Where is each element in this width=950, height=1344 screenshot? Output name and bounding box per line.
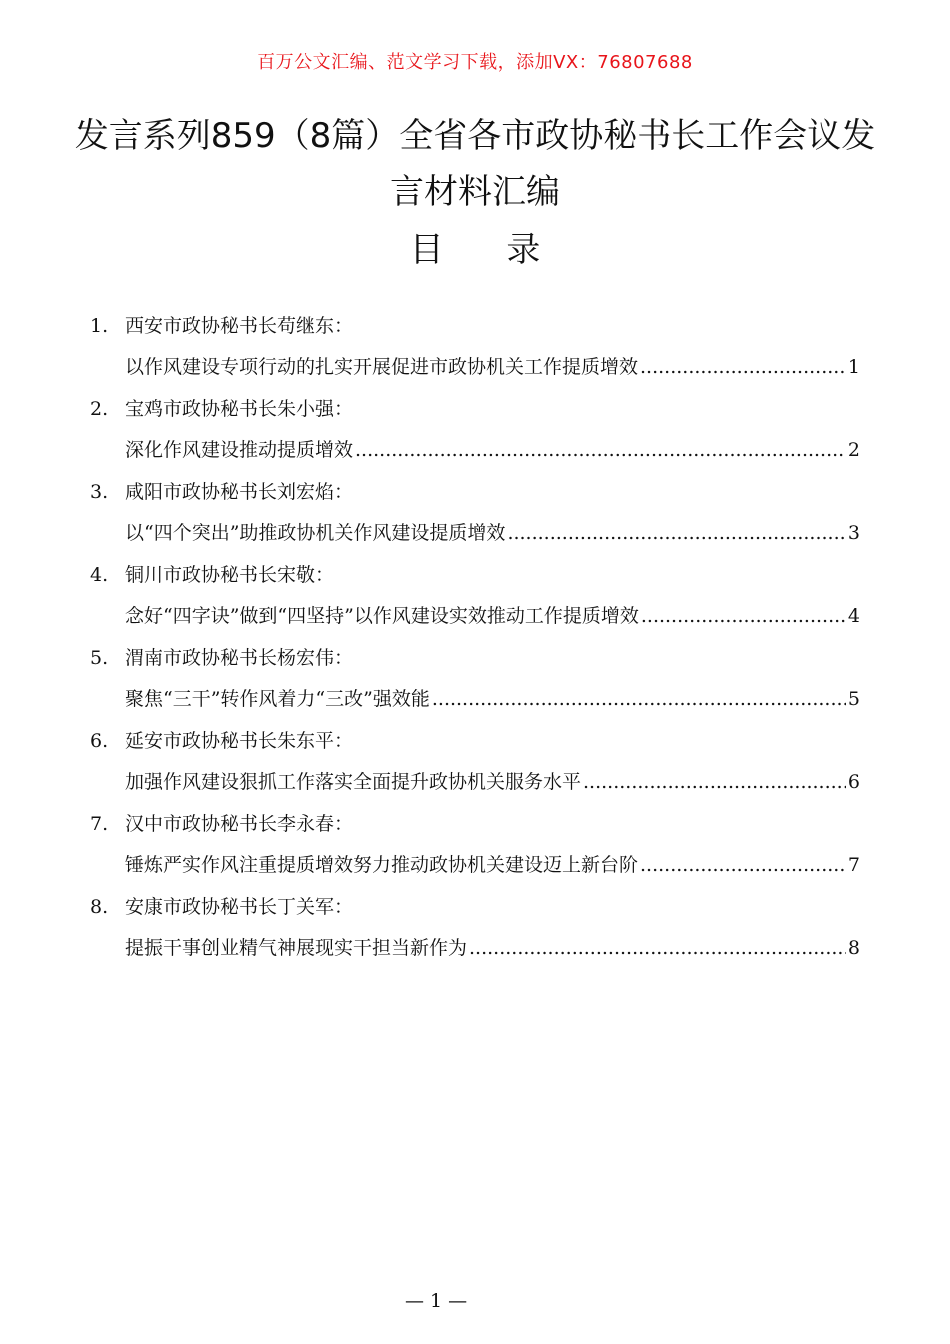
toc-entry[interactable] [90, 389, 860, 472]
toc-entry[interactable] [90, 804, 860, 887]
toc-speaker-line [90, 638, 860, 679]
toc-speaker-line [90, 804, 860, 845]
toc-title-line[interactable] [125, 430, 860, 471]
toc-entry-number: 6. [90, 730, 109, 752]
toc-title[interactable]: 以“四个突出”助推政协机关作风建设提质增效 [125, 522, 506, 544]
toc-title-line[interactable] [125, 762, 860, 803]
toc-page-number[interactable]: 4 [847, 605, 860, 627]
toc-title[interactable]: 念好“四字诀”做到“四坚持”以作风建设实效推动工作提质增效 [125, 605, 639, 627]
toc-entry-number: 5. [90, 647, 109, 669]
document-title: 发言系列859（8篇）全省各市政协秘书长工作会议发言材料汇编 [74, 116, 876, 212]
toc-speaker-line [90, 306, 860, 347]
toc-title-line[interactable] [125, 347, 860, 388]
toc-speaker: 宝鸡市政协秘书长朱小强： [125, 398, 354, 420]
toc-dot-leader [640, 845, 846, 886]
toc-page-number[interactable]: 2 [847, 439, 860, 461]
toc-title-line[interactable] [125, 845, 860, 886]
toc-page-number[interactable]: 6 [847, 771, 860, 793]
toc-entry-number: 1. [90, 315, 109, 337]
toc-speaker: 汉中市政协秘书长李永春： [125, 813, 354, 835]
toc-dot-leader [469, 928, 846, 969]
toc-entry-number: 8. [90, 896, 109, 918]
toc-dot-leader [432, 679, 846, 720]
toc-title[interactable]: 提振干事创业精气神展现实干担当新作为 [125, 937, 468, 959]
toc-entry[interactable] [90, 472, 860, 555]
toc-title-line[interactable] [125, 596, 860, 637]
toc-entry-number: 7. [90, 813, 109, 835]
toc-title[interactable]: 聚焦“三干”转作风着力“三改”强效能 [125, 688, 430, 710]
toc-speaker: 咸阳市政协秘书长刘宏焰： [125, 481, 354, 503]
toc-speaker: 安康市政协秘书长丁关军： [125, 896, 354, 918]
toc-speaker-line [90, 389, 860, 430]
toc-entry-number: 3. [90, 481, 109, 503]
toc-entry[interactable] [90, 721, 860, 804]
toc-heading: 目 录 [409, 230, 567, 270]
toc-title-line[interactable] [125, 513, 860, 554]
toc-dot-leader [507, 513, 845, 554]
toc-title-line[interactable] [125, 928, 860, 969]
toc-entry-number: 2. [90, 398, 109, 420]
header-watermark-note: 百万公文汇编、范文学习下载，添加VX：76807688 [257, 52, 693, 73]
toc-dot-leader [641, 596, 846, 637]
toc-entry[interactable] [90, 887, 860, 970]
toc-page-number[interactable]: 1 [847, 356, 860, 378]
toc-speaker: 铜川市政协秘书长宋敬： [125, 564, 335, 586]
toc-title[interactable]: 加强作风建设狠抓工作落实全面提升政协机关服务水平 [125, 771, 582, 793]
page-footer-number: — 1 — [405, 1290, 468, 1312]
toc-dot-leader [583, 762, 846, 803]
toc-page-number[interactable]: 3 [847, 522, 860, 544]
toc-list [90, 306, 860, 970]
toc-entry[interactable] [90, 555, 860, 638]
toc-page-number[interactable]: 8 [847, 937, 860, 959]
toc-entry[interactable] [90, 306, 860, 389]
toc-entry-number: 4. [90, 564, 109, 586]
toc-dot-leader [355, 430, 846, 471]
toc-title-line[interactable] [125, 679, 860, 720]
toc-page-number[interactable]: 5 [847, 688, 860, 710]
toc-speaker: 渭南市政协秘书长杨宏伟： [125, 647, 354, 669]
toc-dot-leader [640, 347, 846, 388]
toc-speaker: 西安市政协秘书长苟继东： [125, 315, 354, 337]
toc-entry[interactable] [90, 638, 860, 721]
toc-speaker-line [90, 555, 860, 596]
toc-title[interactable]: 深化作风建设推动提质增效 [125, 439, 354, 461]
toc-speaker: 延安市政协秘书长朱东平： [125, 730, 354, 752]
toc-speaker-line [90, 887, 860, 928]
toc-speaker-line [90, 472, 860, 513]
toc-page-number[interactable]: 7 [847, 854, 860, 876]
toc-title[interactable]: 锤炼严实作风注重提质增效努力推动政协机关建设迈上新台阶 [125, 854, 639, 876]
toc-speaker-line [90, 721, 860, 762]
toc-title[interactable]: 以作风建设专项行动的扎实开展促进市政协机关工作提质增效 [125, 356, 639, 378]
